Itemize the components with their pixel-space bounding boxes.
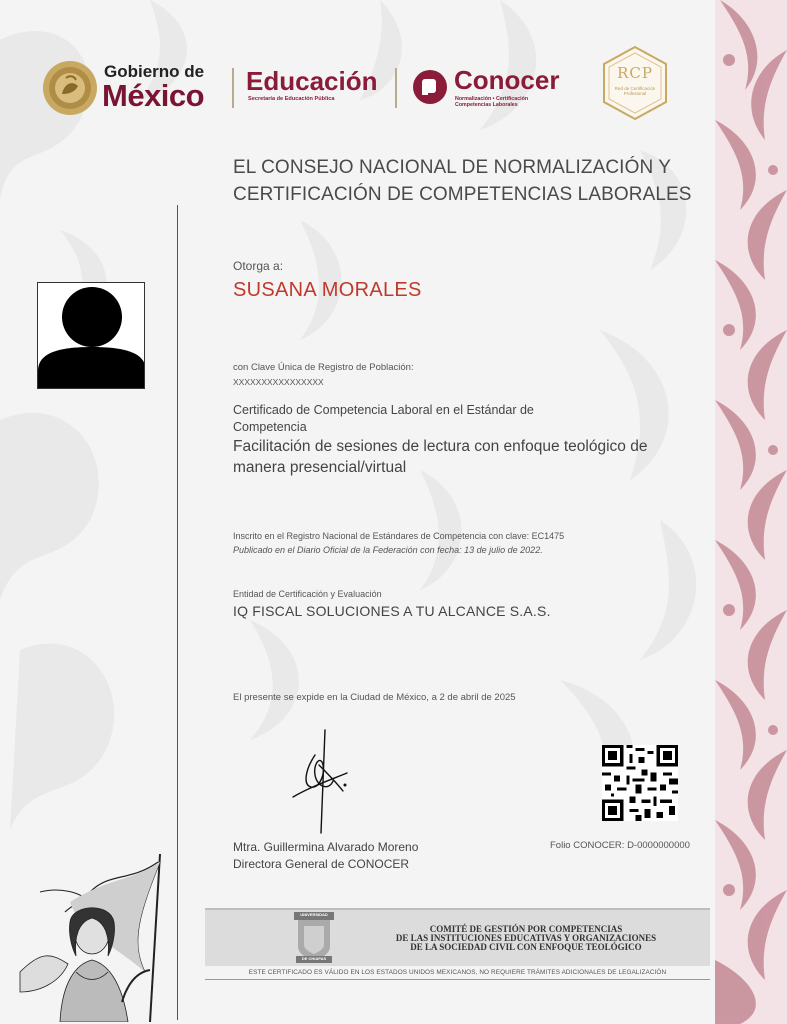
conocer-subtitle-2: Competencias Laborales [455, 102, 518, 108]
rcp-subtitle: Red de Certificación Profesional [614, 86, 656, 96]
heroine-flag-illustration [10, 852, 170, 1022]
entity-name: IQ FISCAL SOLUCIONES A TU ALCANCE S.A.S. [233, 603, 551, 619]
education-logo-subtitle: Secretaría de Educación Pública [248, 96, 335, 102]
signer-role: Directora General de CONOCER [233, 857, 410, 871]
header-divider [232, 68, 234, 108]
gobierno-line1: Gobierno de [104, 62, 205, 81]
header-divider [395, 68, 397, 108]
curp-value: XXXXXXXXXXXXXXXX [233, 377, 324, 387]
gobierno-line2: México [102, 78, 205, 113]
committee-line1: COMITÉ DE GESTIÓN POR COMPETENCIAS [429, 924, 623, 934]
publication-text: Publicado en el Diario Oficial de la Federación con fecha: 13 de julio de 2022. [233, 545, 543, 555]
grants-label: Otorga a: [233, 259, 284, 273]
certificate-type: Certificado de Competencia Laboral en el Estándar de Competencia [233, 403, 534, 434]
committee-line3: DE LA SOCIEDAD CIVIL CON ENFOQUE TEOLÓGICO [410, 942, 642, 952]
issue-place-date: El presente se expide en la Ciudad de México, a 2 de abril de 2025 [233, 692, 516, 703]
vertical-divider [177, 205, 178, 1020]
recipient-photo [37, 282, 145, 389]
entity-label: Entidad de Certificación y Evaluación [233, 589, 382, 599]
conocer-subtitle-1: Normalización • Certificación [455, 96, 529, 102]
mexico-seal-icon [42, 60, 98, 116]
recipient-name: SUSANA MORALES [233, 279, 422, 301]
education-logo-title: Educación [246, 66, 378, 96]
curp-label: con Clave Única de Registro de Población: [233, 362, 414, 373]
folio-number: Folio CONOCER: D-0000000000 [550, 840, 690, 851]
rcp-badge-icon [596, 44, 674, 122]
university-logo-bottom-text: DE CHIAPAS [301, 956, 327, 961]
rcp-letters: RCP [617, 64, 653, 82]
competency-standard-name: Facilitación de sesiones de lectura con enfoque teológico de manera presencial/virtual [233, 438, 648, 476]
footer-rule [205, 979, 710, 980]
committee-line2: DE LAS INSTITUCIONES EDUCATIVAS Y ORGANIZACIONES [395, 933, 657, 943]
decorative-border-band [715, 0, 787, 1024]
conocer-logo-icon [412, 69, 448, 105]
certificate-title: EL CONSEJO NACIONAL DE NORMALIZACIÓN Y CERTIFICACIÓN DE COMPETENCIAS LABORALES [233, 157, 692, 205]
validity-note: ESTE CERTIFICADO ES VÁLIDO EN LOS ESTADOS UNIDOS MEXICANOS, NO REQUIERE TRÁMITES ADICIONALES DE LEGALIZACIÓN [248, 969, 667, 976]
avatar-silhouette-icon [38, 283, 145, 389]
registry-text: Inscrito en el Registro Nacional de Estándares de Competencia con clave: EC1475 [233, 531, 565, 541]
signature-graphic [285, 725, 365, 835]
signer-name: Mtra. Guillermina Alvarado Moreno [233, 840, 419, 854]
conocer-logo-title: Conocer [454, 65, 560, 95]
qr-code [602, 745, 678, 821]
university-logo-top-text: UNIVERSIDAD [300, 912, 328, 917]
